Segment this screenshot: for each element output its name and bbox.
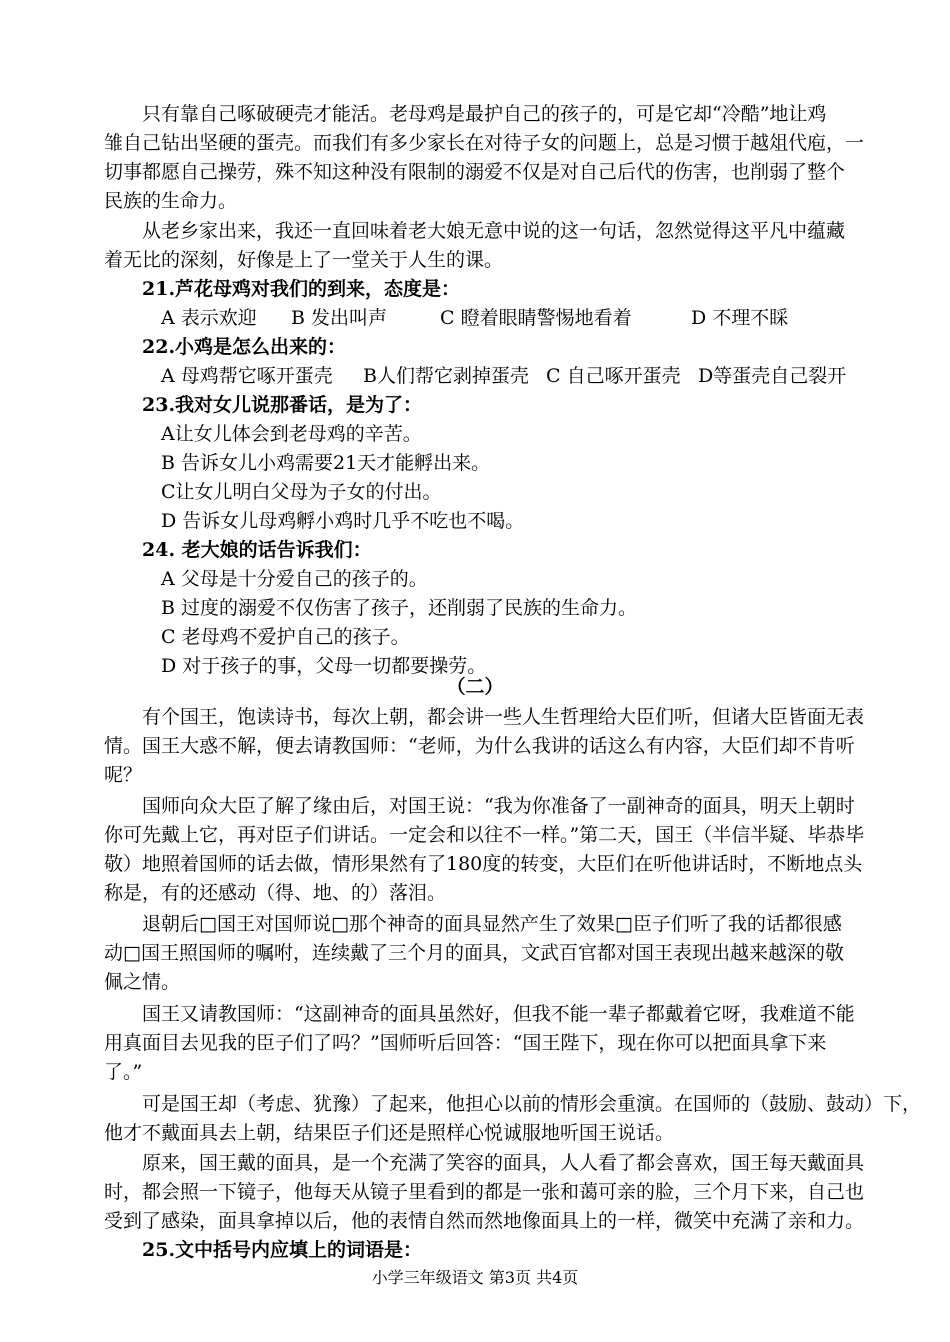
- passage-line: 国王又请教国师：“这副神奇的面具虽然好，但我不能一辈子都戴着它呀，我难道不能: [142, 1003, 855, 1025]
- question-21-stem: 21.芦花母鸡对我们的到来，态度是：: [142, 278, 461, 300]
- passage-line: 他才不戴面具去上朝，结果臣子们还是照样心悦诚服地听国王说话。: [104, 1122, 675, 1144]
- passage-line: 民族的生命力。: [104, 190, 238, 212]
- q24-option-a: A 父母是十分爱自己的孩子的。: [161, 568, 428, 590]
- q24-option-b: B 过度的溺爱不仅伤害了孩子，还削弱了民族的生命力。: [161, 597, 638, 619]
- q23-option-a: A让女儿体会到老母鸡的辛苦。: [161, 423, 422, 445]
- passage-line: 着无比的深刻，好像是上了一堂关于人生的课。: [104, 249, 504, 271]
- passage-line: 呢？: [104, 764, 143, 786]
- page-footer: 小学三年级语文 第3页 共4页: [371, 1268, 579, 1287]
- q23-option-b: B 告诉女儿小鸡需要21天才能孵出来。: [161, 452, 491, 474]
- passage-line: 你可先戴上它，再对臣子们讲话。一定会和以往不一样。”第二天，国王（半信半疑、毕恭毕: [104, 824, 865, 846]
- passage-line: 雏自己钻出坚硬的蛋壳。而我们有多少家长在对待子女的问题上，总是习惯于越俎代庖，一: [104, 132, 865, 154]
- q21-option-d: D 不理不睬: [691, 307, 789, 329]
- question-25-stem: 25.文中括号内应填上的词语是：: [142, 1239, 423, 1261]
- passage-line: 动□国王照国师的嘱咐，连续戴了三个月的面具，文武百官都对国王表现出越来越深的敬: [104, 942, 844, 964]
- passage-line: 用真面目去见我的臣子们了吗？”国师听后回答：“国王陛下，现在你可以把面具拿下来: [104, 1032, 827, 1054]
- q22-option-b: B人们帮它剥掉蛋壳: [363, 365, 529, 387]
- passage-line: 称是，有的还感动（得、地、的）落泪。: [104, 882, 447, 904]
- passage-line: 国师向众大臣了解了缘由后，对国王说：“我为你准备了一副神奇的面具，明天上朝时: [142, 795, 855, 817]
- passage-line: 原来，国王戴的面具，是一个充满了笑容的面具，人人看了都会喜欢，国王每天戴面具: [142, 1152, 865, 1174]
- q24-option-c: C 老母鸡不爱护自己的孩子。: [161, 626, 410, 648]
- q22-option-c: C 自己啄开蛋壳: [546, 365, 681, 387]
- passage-line: 情。国王大惑不解，便去请教国师：“老师，为什么我讲的话这么有内容，大臣们却不肯听: [104, 735, 855, 757]
- passage-line: 受到了感染，面具拿掉以后，他的表情自然而然地像面具上的一样，微笑中充满了亲和力。: [104, 1210, 865, 1232]
- q21-option-a: A 表示欢迎: [161, 307, 257, 329]
- q23-option-c: C让女儿明白父母为子女的付出。: [161, 481, 442, 503]
- passage-line: 了。”: [104, 1061, 143, 1083]
- question-23-stem: 23.我对女儿说那番话，是为了：: [142, 394, 423, 416]
- q24-option-d: D 对于孩子的事，父母一切都要操劳。: [161, 655, 487, 677]
- section-heading: （二）: [446, 676, 504, 698]
- q22-option-d: D等蛋壳自己裂开: [698, 365, 847, 387]
- q21-option-b: B 发出叫声: [291, 307, 388, 329]
- passage-line: 时，都会照一下镜子，他每天从镜子里看到的都是一张和蔼可亲的脸，三个月下来，自己也: [104, 1181, 865, 1203]
- question-24-stem: 24. 老大娘的话告诉我们：: [142, 539, 372, 561]
- passage-line: 退朝后□国王对国师说□那个神奇的面具显然产生了效果□臣子们听了我的话都很感: [142, 913, 842, 935]
- q21-option-c: C 瞪着眼睛警惕地看着: [440, 307, 632, 329]
- question-22-stem: 22.小鸡是怎么出来的：: [142, 336, 347, 358]
- passage-line: 佩之情。: [104, 971, 181, 993]
- passage-line: 切事都愿自己操劳，殊不知这种没有限制的溺爱不仅是对自己后代的伤害，也削弱了整个: [104, 161, 846, 183]
- q22-option-a: A 母鸡帮它啄开蛋壳: [161, 365, 333, 387]
- passage-line: 只有靠自己啄破硬壳才能活。老母鸡是最护自己的孩子的，可是它却“冷酷”地让鸡: [142, 103, 827, 125]
- passage-line: 可是国王却（考虑、犹豫）了起来，他担心以前的情形会重演。在国师的（鼓励、鼓动）下，: [142, 1093, 922, 1115]
- q23-option-d: D 告诉女儿母鸡孵小鸡时几乎不吃也不喝。: [161, 510, 525, 532]
- passage-line: 从老乡家出来，我还一直回味着老大娘无意中说的这一句话，忽然觉得这平凡中蕴藏: [142, 220, 846, 242]
- passage-line: 有个国王，饱读诗书，每次上朝，都会讲一些人生哲理给大臣们听，但诸大臣皆面无表: [142, 706, 865, 728]
- passage-line: 敬）地照着国师的话去做，情形果然有了180度的转变，大臣们在听他讲话时，不断地点头: [104, 853, 863, 875]
